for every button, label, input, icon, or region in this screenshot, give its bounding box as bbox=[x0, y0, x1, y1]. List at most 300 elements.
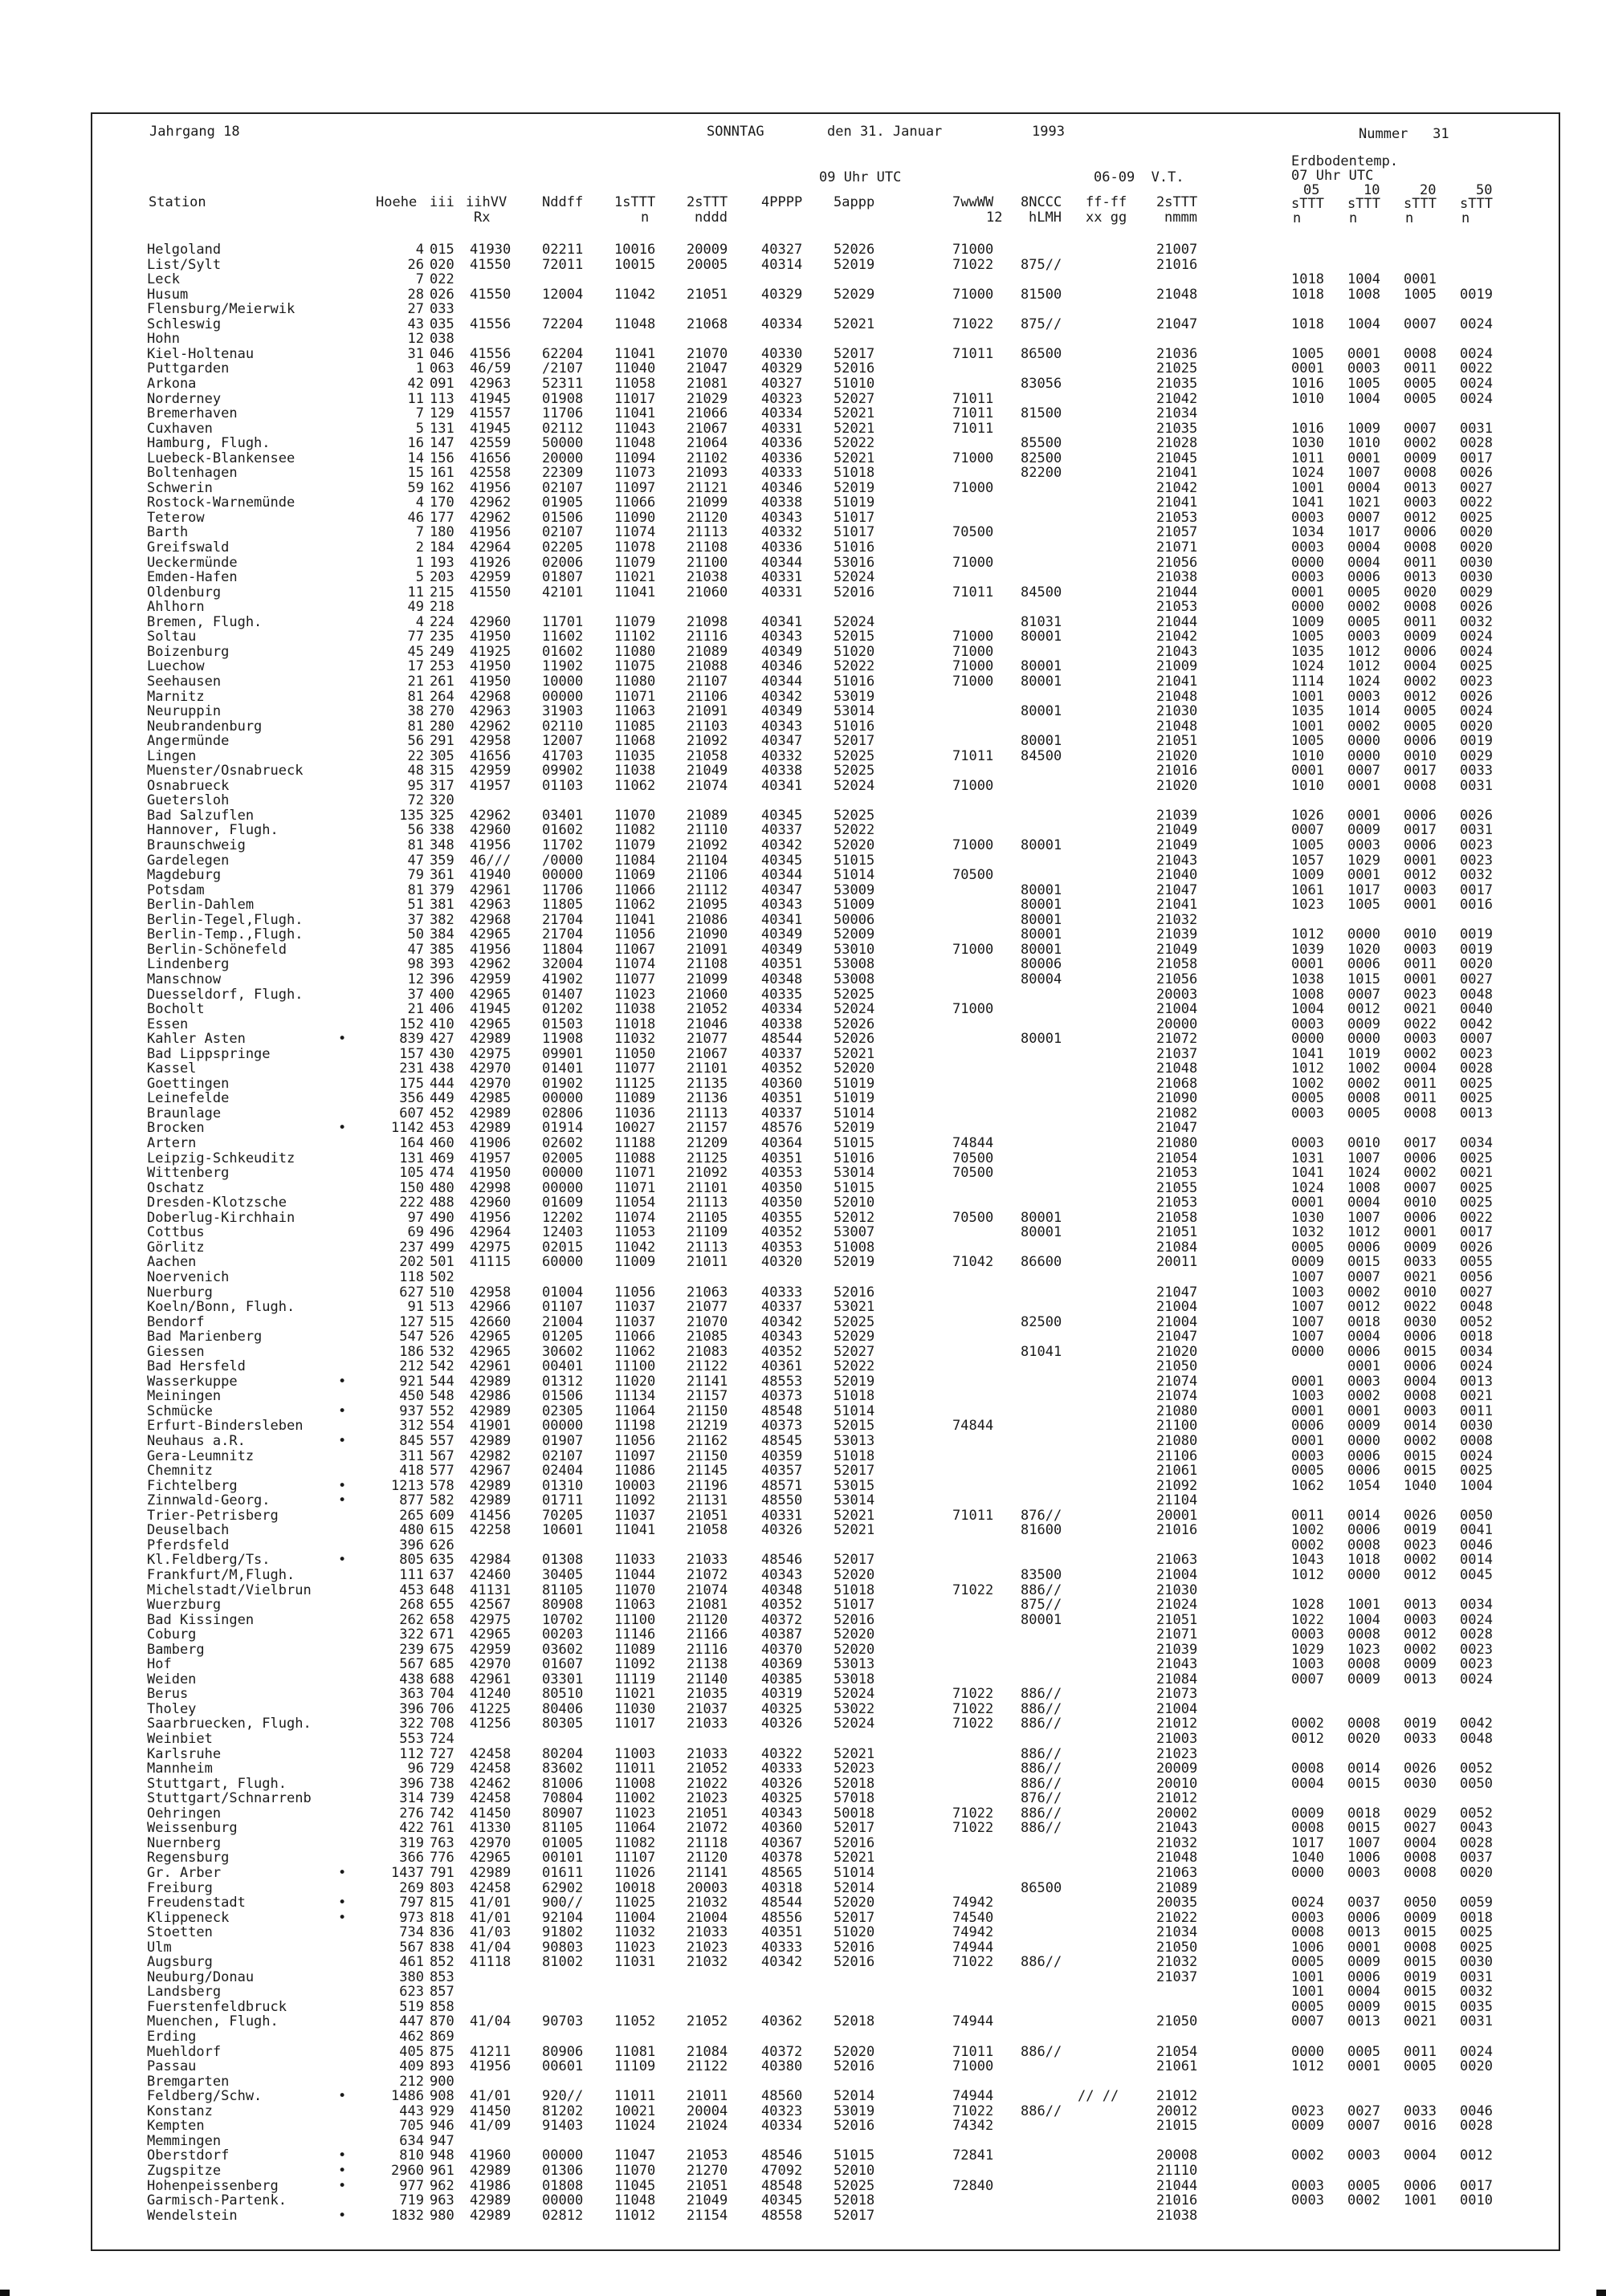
group-8nccc: 80001 bbox=[1021, 1031, 1062, 1048]
group-iihvv: 42975 bbox=[470, 1611, 512, 1628]
soil-temp-10: 0001 bbox=[1347, 345, 1380, 362]
elevation: 22 bbox=[407, 747, 424, 764]
soil-temp-10: 1024 bbox=[1347, 1165, 1380, 1182]
group-iihvv: 41/04 bbox=[470, 2013, 512, 2030]
group-4pppp: 40334 bbox=[761, 315, 803, 332]
station-name: Mannheim bbox=[147, 1761, 213, 1777]
table-row bbox=[0, 1955, 1606, 1970]
station-id: 582 bbox=[430, 1492, 454, 1509]
group-4pppp: 40380 bbox=[761, 2058, 803, 2075]
group-iihvv: 42959 bbox=[470, 971, 512, 987]
group-2sttt: 21113 bbox=[687, 1195, 728, 1211]
group-4pppp: 40351 bbox=[761, 1090, 803, 1107]
station-name: Saarbruecken, Flugh. bbox=[147, 1716, 312, 1732]
group-vt-2sttt: 21044 bbox=[1156, 2177, 1198, 2194]
group-1sttt: 10018 bbox=[614, 1879, 656, 1896]
group-nddff: 00000 bbox=[542, 1418, 584, 1435]
soil-temp-50: 0034 bbox=[1460, 1343, 1493, 1360]
group-iihvv: 42985 bbox=[470, 1090, 512, 1107]
group-1sttt: 11090 bbox=[614, 509, 656, 526]
group-1sttt: 11062 bbox=[614, 1343, 656, 1360]
station-id: 706 bbox=[430, 1700, 454, 1717]
soil-temp-50: 0018 bbox=[1460, 1329, 1493, 1345]
elevation: 977 bbox=[399, 2177, 424, 2194]
elevation: 46 bbox=[407, 509, 424, 526]
station-name: Wasserkuppe bbox=[147, 1373, 238, 1390]
group-2sttt: 21046 bbox=[687, 1016, 728, 1032]
station-id: 379 bbox=[430, 881, 454, 898]
group-nddff: 01306 bbox=[542, 2162, 584, 2179]
soil-temp-50: 0022 bbox=[1460, 1209, 1493, 1226]
group-2sttt: 21070 bbox=[687, 345, 728, 362]
soil-temp-05: 1039 bbox=[1291, 941, 1324, 958]
station-name: Neuhaus a.R. bbox=[147, 1433, 246, 1449]
table-row bbox=[0, 1225, 1606, 1240]
table-row bbox=[0, 392, 1606, 407]
group-iihvv: 42989 bbox=[470, 1477, 512, 1494]
soil-temp-05: 0024 bbox=[1291, 1895, 1324, 1911]
group-5appp: 52024 bbox=[834, 569, 875, 586]
station-id: 193 bbox=[430, 554, 454, 571]
group-5appp: 53021 bbox=[834, 1299, 875, 1316]
group-vt-2sttt: 21016 bbox=[1156, 1522, 1198, 1539]
group-nddff: 01711 bbox=[542, 1492, 584, 1509]
group-5appp: 52015 bbox=[834, 1418, 875, 1435]
table-row bbox=[0, 957, 1606, 972]
group-4pppp: 40336 bbox=[761, 450, 803, 466]
group-4pppp: 40350 bbox=[761, 1195, 803, 1211]
group-4pppp: 40344 bbox=[761, 554, 803, 571]
table-row bbox=[0, 1881, 1606, 1896]
elevation: 322 bbox=[399, 1716, 424, 1732]
group-nddff: 41703 bbox=[542, 747, 584, 764]
group-iihvv: 41945 bbox=[470, 420, 512, 437]
group-vt-2sttt: 20012 bbox=[1156, 2103, 1198, 2119]
station-id: 026 bbox=[430, 286, 454, 303]
station-id: 452 bbox=[430, 1105, 454, 1122]
soil-temp-05: 1007 bbox=[1291, 1299, 1324, 1316]
group-vt-2sttt: 21043 bbox=[1156, 1820, 1198, 1837]
group-iihvv: 41945 bbox=[470, 1001, 512, 1018]
group-vt-2sttt: 21004 bbox=[1156, 1299, 1198, 1316]
elevation: 567 bbox=[399, 1656, 424, 1673]
station-name: Cuxhaven bbox=[147, 420, 213, 437]
group-4pppp: 40349 bbox=[761, 643, 803, 660]
group-2sttt: 21072 bbox=[687, 1820, 728, 1837]
soil-temp-20: 0009 bbox=[1404, 629, 1437, 645]
soil-temp-20: 0008 bbox=[1404, 1388, 1437, 1405]
group-vt-2sttt: 21024 bbox=[1156, 1597, 1198, 1614]
group-8nccc: 82500 bbox=[1021, 1313, 1062, 1330]
group-nddff: 00601 bbox=[542, 2058, 584, 2075]
soil-temp-50: 1004 bbox=[1460, 1477, 1493, 1494]
elevation: 311 bbox=[399, 1447, 424, 1464]
group-iihvv: 42458 bbox=[470, 1879, 512, 1896]
group-iihvv: 41/03 bbox=[470, 1924, 512, 1941]
group-2sttt: 21052 bbox=[687, 1001, 728, 1018]
group-vt-2sttt: 21058 bbox=[1156, 1209, 1198, 1226]
elevation: 719 bbox=[399, 2192, 424, 2209]
elevation: 15 bbox=[407, 465, 424, 482]
soil-temp-20: 0030 bbox=[1404, 1775, 1437, 1792]
soil-temp-10: 1017 bbox=[1347, 524, 1380, 541]
elevation: 231 bbox=[399, 1060, 424, 1077]
station-name: Gardelegen bbox=[147, 852, 230, 869]
issue-number: Nummer 31 bbox=[1359, 126, 1449, 142]
group-iihvv: 42458 bbox=[470, 1745, 512, 1762]
station-name: Helgoland bbox=[147, 242, 222, 258]
station-name: Tholey bbox=[147, 1700, 197, 1717]
station-id: 359 bbox=[430, 852, 454, 869]
group-2sttt: 21270 bbox=[687, 2162, 728, 2179]
elevation: 480 bbox=[399, 1522, 424, 1539]
group-4pppp: 40345 bbox=[761, 852, 803, 869]
station-name: Hohenpeissenberg bbox=[147, 2177, 279, 2194]
station-id: 708 bbox=[430, 1716, 454, 1732]
group-nddff: 00000 bbox=[542, 688, 584, 705]
station-name: Weiden bbox=[147, 1671, 197, 1687]
table-row bbox=[0, 808, 1606, 824]
soil-temp-05: 0002 bbox=[1291, 1716, 1324, 1732]
station-name: Ahlhorn bbox=[147, 599, 205, 616]
soil-temp-20: 0007 bbox=[1404, 1179, 1437, 1196]
station-name: Landsberg bbox=[147, 1984, 222, 2001]
soil-temp-50: 0025 bbox=[1460, 1463, 1493, 1480]
soil-temp-50: 0050 bbox=[1460, 1775, 1493, 1792]
station-name: Rostock-Warnemünde bbox=[147, 495, 296, 511]
group-5appp: 53009 bbox=[834, 881, 875, 898]
soil-temp-05: 1010 bbox=[1291, 777, 1324, 794]
group-nddff: 02305 bbox=[542, 1402, 584, 1419]
group-nddff: 11908 bbox=[542, 1031, 584, 1048]
group-nddff: 80406 bbox=[542, 1700, 584, 1717]
group-2sttt: 21100 bbox=[687, 554, 728, 571]
soil-temp-05: 1061 bbox=[1291, 881, 1324, 898]
mountain-marker: • bbox=[338, 1373, 347, 1390]
station-name: Hamburg, Flugh. bbox=[147, 435, 271, 452]
group-8nccc: 80004 bbox=[1021, 971, 1062, 987]
group-8nccc: 81041 bbox=[1021, 1343, 1062, 1360]
group-iihvv: 42989 bbox=[470, 2192, 512, 2209]
group-8nccc: 80001 bbox=[1021, 1611, 1062, 1628]
station-name: Emden-Hafen bbox=[147, 569, 238, 586]
group-5appp: 52021 bbox=[834, 1850, 875, 1867]
soil-temp-10: 0020 bbox=[1347, 1731, 1380, 1747]
table-row bbox=[0, 645, 1606, 660]
group-1sttt: 11088 bbox=[614, 1150, 656, 1166]
group-4pppp: 40343 bbox=[761, 629, 803, 645]
station-id: 963 bbox=[430, 2192, 454, 2209]
station-id: 637 bbox=[430, 1566, 454, 1583]
soil-temp-50: 0013 bbox=[1460, 1373, 1493, 1390]
group-4pppp: 40333 bbox=[761, 1761, 803, 1777]
station-id: 776 bbox=[430, 1850, 454, 1867]
group-nddff: 81105 bbox=[542, 1582, 584, 1598]
group-2sttt: 21074 bbox=[687, 1582, 728, 1598]
elevation: 237 bbox=[399, 1239, 424, 1256]
group-5appp: 52025 bbox=[834, 747, 875, 764]
group-nddff: 92104 bbox=[542, 1909, 584, 1926]
soil-temp-50: 0025 bbox=[1460, 509, 1493, 526]
soil-temp-50: 0032 bbox=[1460, 1984, 1493, 2001]
group-4pppp: 40336 bbox=[761, 539, 803, 556]
group-5appp: 52021 bbox=[834, 1522, 875, 1539]
table-row bbox=[0, 868, 1606, 883]
group-2sttt: 21032 bbox=[687, 1954, 728, 1971]
elevation: 7 bbox=[415, 524, 424, 541]
group-iihvv: 42958 bbox=[470, 733, 512, 750]
group-vt-2sttt: 21080 bbox=[1156, 1135, 1198, 1151]
group-1sttt: 11075 bbox=[614, 658, 656, 675]
station-id: 513 bbox=[430, 1299, 454, 1316]
group-nddff: 10000 bbox=[542, 673, 584, 690]
station-name: Trier-Petrisberg bbox=[147, 1507, 279, 1524]
col-wwww: 7wwWW bbox=[952, 194, 994, 210]
group-4pppp: 40325 bbox=[761, 1700, 803, 1717]
group-vt-2sttt: 21063 bbox=[1156, 1864, 1198, 1881]
soil-temp-05: 1114 bbox=[1291, 673, 1324, 690]
mountain-marker: • bbox=[338, 1031, 347, 1048]
station-name: Berlin-Dahlem bbox=[147, 897, 255, 914]
station-id: 838 bbox=[430, 1939, 454, 1956]
group-iihvv: 41/09 bbox=[470, 2118, 512, 2135]
soil-temp-10: 0008 bbox=[1347, 1537, 1380, 1553]
scan-edge bbox=[0, 2288, 1606, 2296]
station-name: Kahler Asten bbox=[147, 1031, 246, 1048]
group-iihvv: 42975 bbox=[470, 1239, 512, 1256]
group-2sttt: 21047 bbox=[687, 360, 728, 377]
station-id: 858 bbox=[430, 1998, 454, 2015]
soil-temp-20: 0002 bbox=[1404, 1641, 1437, 1658]
group-iihvv: 42989 bbox=[470, 2162, 512, 2179]
soil-temp-10: 0000 bbox=[1347, 1566, 1380, 1583]
group-nddff: 80907 bbox=[542, 1805, 584, 1822]
group-2sttt: 20009 bbox=[687, 242, 728, 258]
group-nddff: 01908 bbox=[542, 390, 584, 407]
group-7wwww: 72840 bbox=[952, 2177, 994, 2194]
group-nddff: 02015 bbox=[542, 1239, 584, 1256]
group-iihvv: 42458 bbox=[470, 1790, 512, 1807]
group-8nccc: 86500 bbox=[1021, 1879, 1062, 1896]
group-8nccc: 81600 bbox=[1021, 1522, 1062, 1539]
soil-temp-20: 0008 bbox=[1404, 1939, 1437, 1956]
group-5appp: 53015 bbox=[834, 1477, 875, 1494]
soil-temp-50: 0029 bbox=[1460, 747, 1493, 764]
group-4pppp: 40372 bbox=[761, 2043, 803, 2060]
soil-temp-05: 1030 bbox=[1291, 1209, 1324, 1226]
table-row bbox=[0, 1077, 1606, 1092]
station-name: Ulm bbox=[147, 1939, 172, 1956]
group-nddff: 90803 bbox=[542, 1939, 584, 1956]
soil-temp-10: 1023 bbox=[1347, 1641, 1380, 1658]
elevation: 27 bbox=[407, 301, 424, 318]
group-2sttt: 21099 bbox=[687, 495, 728, 511]
group-4pppp: 48571 bbox=[761, 1477, 803, 1494]
soil-temp-50: 0055 bbox=[1460, 1254, 1493, 1271]
station-name: Weissenburg bbox=[147, 1820, 238, 1837]
soil-temp-05: 0000 bbox=[1291, 1864, 1324, 1881]
group-2sttt: 21122 bbox=[687, 2058, 728, 2075]
group-nddff: 09902 bbox=[542, 763, 584, 780]
station-id: 474 bbox=[430, 1165, 454, 1182]
soil-temp-10: 0001 bbox=[1347, 777, 1380, 794]
soil-temp-10: 1017 bbox=[1347, 881, 1380, 898]
group-4pppp: 40341 bbox=[761, 777, 803, 794]
mountain-marker: • bbox=[338, 2088, 347, 2105]
group-vt-2sttt: 21043 bbox=[1156, 1656, 1198, 1673]
table-row bbox=[0, 838, 1606, 853]
station-name: Braunlage bbox=[147, 1105, 222, 1122]
group-nddff: 11706 bbox=[542, 405, 584, 422]
group-nddff: 80510 bbox=[542, 1686, 584, 1703]
soil-temp-20: 0011 bbox=[1404, 360, 1437, 377]
soil-temp-20: 0015 bbox=[1404, 1984, 1437, 2001]
soil-temp-10: 0013 bbox=[1347, 1924, 1380, 1941]
soil-temp-05: 1031 bbox=[1291, 1150, 1324, 1166]
soil-temp-05: 0003 bbox=[1291, 569, 1324, 586]
group-1sttt: 10016 bbox=[614, 242, 656, 258]
group-5appp: 52020 bbox=[834, 1626, 875, 1643]
elevation: 5 bbox=[415, 420, 424, 437]
soil-temp-05: 1005 bbox=[1291, 629, 1324, 645]
soil-temp-20: 0003 bbox=[1404, 1402, 1437, 1419]
station-id: 908 bbox=[430, 2088, 454, 2105]
group-2sttt: 21023 bbox=[687, 1939, 728, 1956]
col-nddff: Nddff bbox=[542, 194, 584, 210]
station-id: 469 bbox=[430, 1150, 454, 1166]
station-name: Gr. Arber bbox=[147, 1864, 222, 1881]
group-1sttt: 11089 bbox=[614, 1641, 656, 1658]
soil-temp-05: 0001 bbox=[1291, 584, 1324, 600]
table-row bbox=[0, 466, 1606, 481]
station-name: Greifswald bbox=[147, 539, 230, 556]
group-nddff: 01602 bbox=[542, 822, 584, 839]
group-iihvv: 41950 bbox=[470, 658, 512, 675]
table-row bbox=[0, 302, 1606, 317]
station-id: 453 bbox=[430, 1120, 454, 1137]
station-id: 305 bbox=[430, 747, 454, 764]
station-id: 948 bbox=[430, 2147, 454, 2164]
group-1sttt: 11033 bbox=[614, 1552, 656, 1569]
table-row bbox=[0, 1181, 1606, 1196]
elevation: 31 bbox=[407, 345, 424, 362]
group-2sttt: 21033 bbox=[687, 1552, 728, 1569]
soil-temp-20: 0017 bbox=[1404, 763, 1437, 780]
soil-temp-05: 0001 bbox=[1291, 360, 1324, 377]
soil-temp-50: 0019 bbox=[1460, 941, 1493, 958]
group-1sttt: 11102 bbox=[614, 629, 656, 645]
elevation: 4 bbox=[415, 613, 424, 630]
group-1sttt: 11018 bbox=[614, 1016, 656, 1032]
group-7wwww: 71000 bbox=[952, 777, 994, 794]
elevation: 127 bbox=[399, 1313, 424, 1330]
group-iihvv: 42959 bbox=[470, 763, 512, 780]
group-1sttt: 11092 bbox=[614, 1656, 656, 1673]
group-vt-2sttt: 21051 bbox=[1156, 1611, 1198, 1628]
group-8nccc: 80001 bbox=[1021, 837, 1062, 853]
table-row bbox=[0, 272, 1606, 287]
group-2sttt: 21138 bbox=[687, 1656, 728, 1673]
table-row bbox=[0, 1702, 1606, 1717]
group-vt-2sttt: 21074 bbox=[1156, 1388, 1198, 1405]
soil-temp-20: 1005 bbox=[1404, 286, 1437, 303]
soil-temp-05: 0001 bbox=[1291, 1433, 1324, 1449]
group-vt-2sttt: 21057 bbox=[1156, 524, 1198, 541]
group-nddff: 01202 bbox=[542, 1001, 584, 1018]
group-5appp: 51018 bbox=[834, 465, 875, 482]
elevation: 443 bbox=[399, 2103, 424, 2119]
soil-temp-20: 0019 bbox=[1404, 1522, 1437, 1539]
soil-temp-05: 1018 bbox=[1291, 315, 1324, 332]
station-id: 430 bbox=[430, 1045, 454, 1062]
elevation: 461 bbox=[399, 1954, 424, 1971]
soil-temp-20: 0011 bbox=[1404, 613, 1437, 630]
group-7wwww: 71000 bbox=[952, 450, 994, 466]
group-8nccc: 84500 bbox=[1021, 747, 1062, 764]
group-1sttt: 11070 bbox=[614, 807, 656, 824]
group-iihvv: 41945 bbox=[470, 390, 512, 407]
group-5appp: 52025 bbox=[834, 986, 875, 1003]
station-name: Neuruppin bbox=[147, 703, 222, 720]
soil-temp-05: 0009 bbox=[1291, 1254, 1324, 1271]
soil-temp-20: 0007 bbox=[1404, 315, 1437, 332]
elevation: 47 bbox=[407, 852, 424, 869]
group-5appp: 52029 bbox=[834, 1329, 875, 1345]
table-row bbox=[0, 898, 1606, 913]
group-7wwww: 71000 bbox=[952, 941, 994, 958]
soil-temp-20: 0030 bbox=[1404, 1313, 1437, 1330]
soil-temp-20: 0008 bbox=[1404, 539, 1437, 556]
soil-temp-10: 0003 bbox=[1347, 360, 1380, 377]
elevation: 7 bbox=[415, 271, 424, 288]
soil-temp-10: 1024 bbox=[1347, 673, 1380, 690]
group-iihvv: 42989 bbox=[470, 1433, 512, 1449]
group-nddff: 60000 bbox=[542, 1254, 584, 1271]
station-name: Brocken bbox=[147, 1120, 205, 1137]
group-nddff: 81105 bbox=[542, 1820, 584, 1837]
elevation: 519 bbox=[399, 1998, 424, 2015]
soil-depth-05: 05 bbox=[1303, 182, 1320, 198]
table-row bbox=[0, 883, 1606, 898]
table-row bbox=[0, 525, 1606, 540]
soil-temp-05: 1035 bbox=[1291, 643, 1324, 660]
station-id: 490 bbox=[430, 1209, 454, 1226]
station-id: 427 bbox=[430, 1031, 454, 1048]
station-id: 946 bbox=[430, 2118, 454, 2135]
group-iihvv: 42968 bbox=[470, 688, 512, 705]
soil-temp-05: 1009 bbox=[1291, 613, 1324, 630]
soil-temp-10: 0001 bbox=[1347, 2058, 1380, 2075]
elevation: 49 bbox=[407, 599, 424, 616]
soil-temp-05: 0008 bbox=[1291, 1924, 1324, 1941]
soil-temp-20: 0015 bbox=[1404, 1463, 1437, 1480]
soil-temp-10: 0001 bbox=[1347, 807, 1380, 824]
soil-temp-50: 0011 bbox=[1460, 1402, 1493, 1419]
soil-temp-50: 0024 bbox=[1460, 1447, 1493, 1464]
group-1sttt: 11032 bbox=[614, 1031, 656, 1048]
group-2sttt: 21051 bbox=[687, 2177, 728, 2194]
group-7wwww: 70500 bbox=[952, 524, 994, 541]
soil-temp-20: 0006 bbox=[1404, 524, 1437, 541]
soil-temp-50: 0023 bbox=[1460, 1656, 1493, 1673]
table-row bbox=[0, 2089, 1606, 2104]
group-5appp: 53008 bbox=[834, 971, 875, 987]
group-2sttt: 21088 bbox=[687, 658, 728, 675]
group-4pppp: 40346 bbox=[761, 658, 803, 675]
soil-temp-20: 0010 bbox=[1404, 1195, 1437, 1211]
group-7wwww: 74342 bbox=[952, 2118, 994, 2135]
group-5appp: 51015 bbox=[834, 852, 875, 869]
